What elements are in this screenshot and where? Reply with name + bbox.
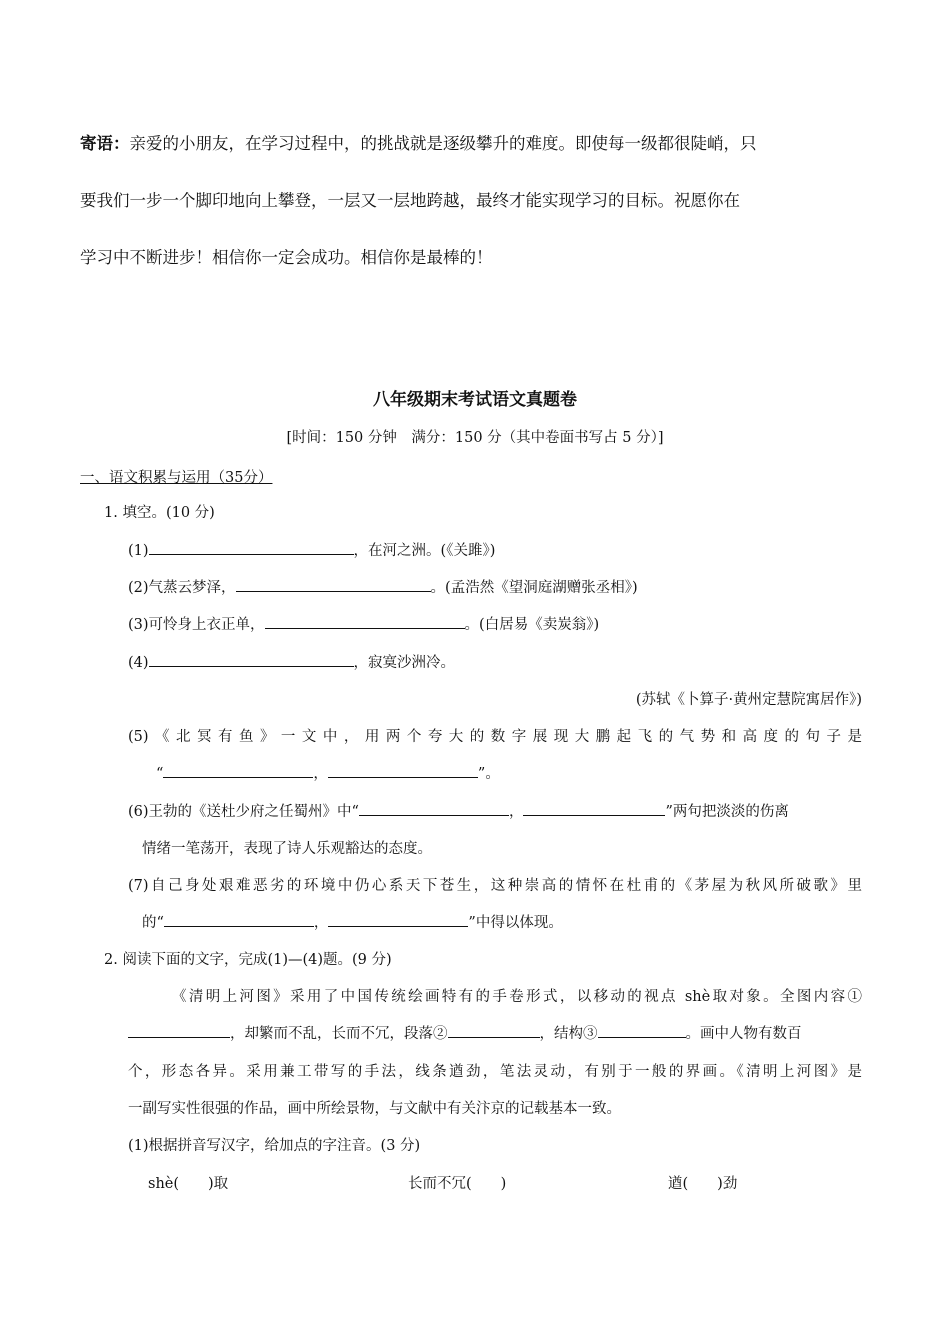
answer-blank[interactable] (328, 763, 478, 778)
q1-item-7-prefix: 的“ (142, 915, 164, 931)
close-quote: ”。 (477, 766, 500, 782)
passage-line-3: 个，形态各异。采用兼工带写的手法，线条遒劲，笔法灵动，有别于一般的界画。《清明上河图》是 (128, 1064, 862, 1080)
q1-item-2 (128, 576, 638, 597)
q1-item-5-line-2 (156, 762, 500, 783)
q1-item-1-prefix: (1) (128, 543, 149, 559)
q1-item-2-suffix: 。(孟浩然《望洞庭湖赠张丞相》) (430, 580, 638, 596)
intro-label: 寄语： (80, 134, 130, 153)
q1-item-4-suffix: ，寂寞沙洲冷。 (353, 655, 456, 671)
q1-item-6-suffix: ”两句把淡淡的伤离 (665, 804, 789, 820)
intro-text-1: 亲爱的小朋友，在学习过程中，的挑战就是逐级攀升的难度。即使每一级都很陡峭，只 (129, 134, 757, 153)
comma: ， (508, 804, 524, 820)
question-1-heading: 1. 填空。(10 分) (104, 505, 215, 521)
q2-answer-qiu[interactable]: 遒( )劲 (668, 1176, 738, 1192)
passage-line-2 (128, 1022, 802, 1043)
q1-item-4 (128, 651, 455, 672)
exam-title: 八年级期末考试语文真题卷 (373, 390, 577, 410)
exam-subtitle: [时间：150 分钟 满分：150 分（其中卷面书写占 5 分）] (286, 430, 664, 446)
answer-blank[interactable] (164, 912, 314, 927)
comma: ， (313, 766, 328, 782)
q1-item-1 (128, 539, 495, 560)
passage-segment: 。画中人物有数百 (685, 1026, 802, 1042)
q1-item-4-prefix: (4) (128, 655, 149, 671)
answer-blank[interactable] (448, 1023, 540, 1038)
q1-item-3-suffix: 。(白居易《卖炭翁》) (464, 617, 600, 633)
intro-line-2: 要我们一步一个脚印地向上攀登，一层又一层地跨越，最终才能实现学习的目标。祝愿你在 (80, 191, 740, 210)
q1-item-7-suffix: ”中得以体现。 (468, 915, 563, 931)
answer-blank[interactable] (236, 577, 431, 592)
q1-item-7-line-2 (142, 911, 563, 932)
answer-blank[interactable] (149, 540, 354, 555)
answer-blank[interactable] (523, 801, 665, 816)
q1-item-3 (128, 613, 599, 634)
intro-line-1 (80, 130, 757, 154)
section-heading: 一、语文积累与运用（35分） (80, 470, 273, 486)
passage-segment: ，却繁而不乱，长而不冗，段落② (230, 1026, 448, 1042)
intro-line-3: 学习中不断进步！相信你一定会成功。相信你是最棒的！ (80, 248, 493, 267)
q2-subquestion-1: (1)根据拼音写汉字，给加点的字注音。(3 分) (128, 1138, 421, 1154)
open-quote: “ (156, 766, 164, 782)
question-2-heading: 2. 阅读下面的文字，完成(1)—(4)题。(9 分) (104, 952, 392, 968)
passage-segment: ，结构③ (539, 1026, 598, 1042)
answer-blank[interactable] (163, 763, 313, 778)
answer-blank[interactable] (128, 1023, 230, 1038)
q1-item-2-prefix: (2)气蒸云梦泽， (128, 580, 236, 596)
q1-item-6-line-2: 情绪一笔荡开，表现了诗人乐观豁达的态度。 (142, 841, 432, 857)
q2-answer-she[interactable]: shè( )取 (148, 1176, 229, 1192)
answer-blank[interactable] (149, 652, 354, 667)
answer-blank[interactable] (328, 912, 468, 927)
q1-item-6-prefix: (6)王勃的《送杜少府之任蜀州》中“ (128, 804, 359, 820)
q1-item-3-prefix: (3)可怜身上衣正单， (128, 617, 265, 633)
comma: ， (313, 915, 329, 931)
passage-line-4: 一副写实性很强的作品，画中所绘景物，与文献中有关汴京的记载基本一致。 (128, 1101, 621, 1117)
q1-item-7-line-1: (7)自己身处艰难恶劣的环境中仍心系天下苍生，这种崇高的情怀在杜甫的《茅屋为秋风所破歌》里 (128, 878, 862, 894)
passage-line-1: 《清明上河图》采用了中国传统绘画特有的手卷形式，以移动的视点 shè取对象。全图内容① (172, 989, 862, 1005)
answer-blank[interactable] (265, 614, 465, 629)
answer-blank[interactable] (598, 1023, 686, 1038)
q1-item-4-source: (苏轼《卜算子·黄州定慧院寓居作》) (635, 692, 862, 708)
q1-item-6-line-1 (128, 800, 789, 821)
answer-blank[interactable] (359, 801, 509, 816)
q2-answer-rong[interactable]: 长而不冗( ) (408, 1176, 507, 1192)
q1-item-5-line-1: (5)《北冥有鱼》一文中，用两个夸大的数字展现大鹏起飞的气势和高度的句子是 (128, 729, 862, 745)
q1-item-1-suffix: ，在河之洲。(《关雎》) (353, 543, 496, 559)
